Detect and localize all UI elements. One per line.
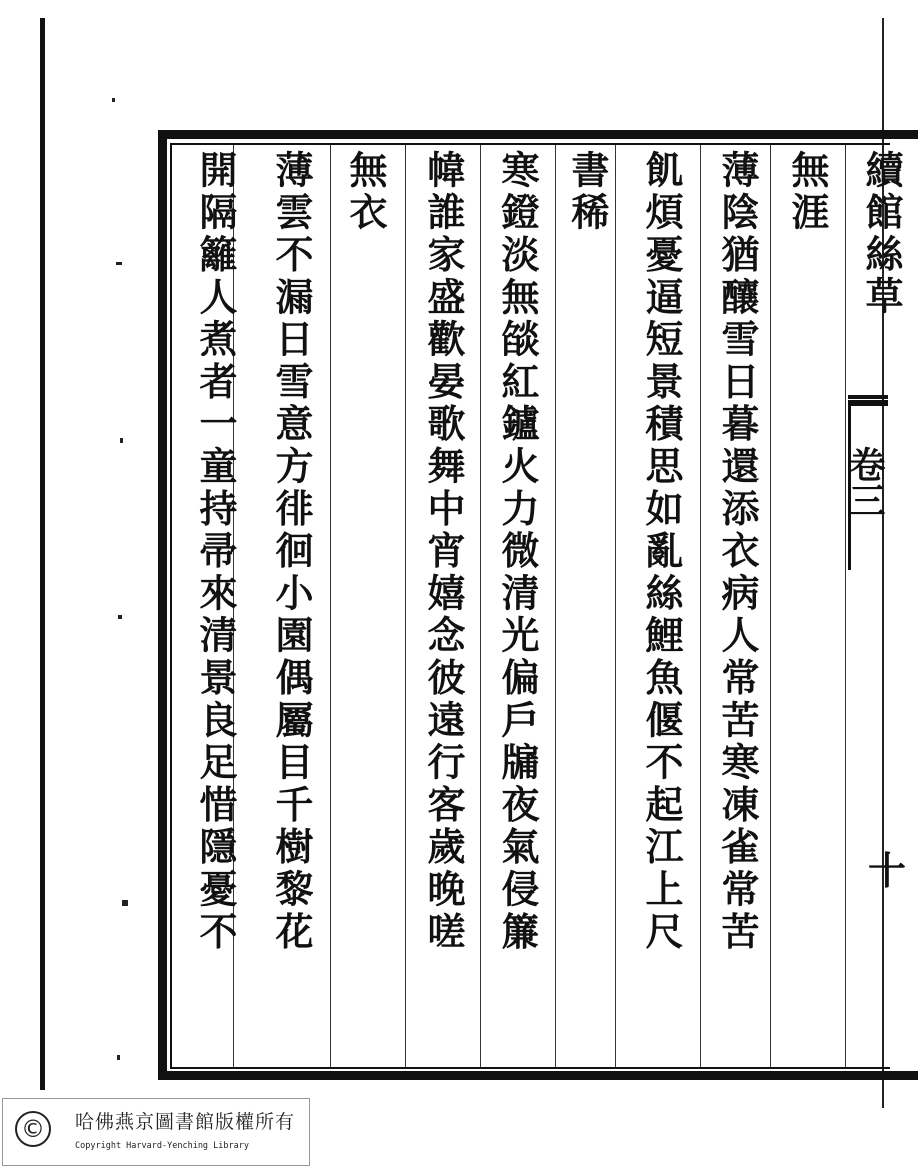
- column-rule: [480, 145, 481, 1067]
- column-rule: [330, 145, 331, 1067]
- copyright-watermark: [2, 1098, 310, 1166]
- column-rule: [700, 145, 701, 1067]
- chapter-box: [844, 400, 888, 570]
- text-column-8: 薄雲不漏日雪意方徘徊小園偶屬目千樹黎花: [269, 150, 314, 954]
- text-column-1: 無涯: [785, 150, 830, 235]
- column-rule: [845, 145, 846, 1067]
- column-rule: [770, 145, 771, 1067]
- watermark-chinese: 哈佛燕京圖書館版權所有: [75, 1111, 296, 1133]
- scan-speck: [116, 262, 122, 265]
- margin-title: 續館絲草: [859, 150, 904, 318]
- text-column-5: 寒鐙淡無燄紅鑪火力微清光偏戶牖夜氣侵簾: [495, 150, 540, 954]
- scan-speck: [112, 98, 115, 102]
- book-spine-line: [40, 18, 45, 1090]
- column-rule: [555, 145, 556, 1067]
- fish-tail-mark: [848, 395, 888, 399]
- chapter-label: 卷三: [844, 446, 886, 518]
- text-column-2: 薄陰猶釀雪日暮還添衣病人常苦寒凍雀常苦: [715, 150, 760, 954]
- folio-number: 十: [868, 848, 907, 893]
- watermark-english: Copyright Harvard-Yenching Library: [75, 1141, 249, 1151]
- column-rule: [615, 145, 616, 1067]
- scan-speck: [117, 1055, 120, 1060]
- scan-speck: [118, 615, 122, 619]
- text-column-3: 飢煩憂逼短景積思如亂絲鯉魚偃不起江上尺: [639, 150, 684, 954]
- scan-speck: [120, 438, 123, 443]
- column-rule: [405, 145, 406, 1067]
- text-column-6: 幃誰家盛歡晏歌舞中宵嬉念彼遠行客歲晚嗟: [421, 150, 466, 954]
- text-column-9: 開隔籬人煮者一童持帚來清景良足惜隱憂不: [193, 150, 238, 954]
- copyright-icon: ©: [15, 1111, 51, 1147]
- text-column-7: 無衣: [343, 150, 388, 235]
- text-column-4: 書稀: [565, 150, 610, 235]
- scan-speck: [122, 900, 128, 906]
